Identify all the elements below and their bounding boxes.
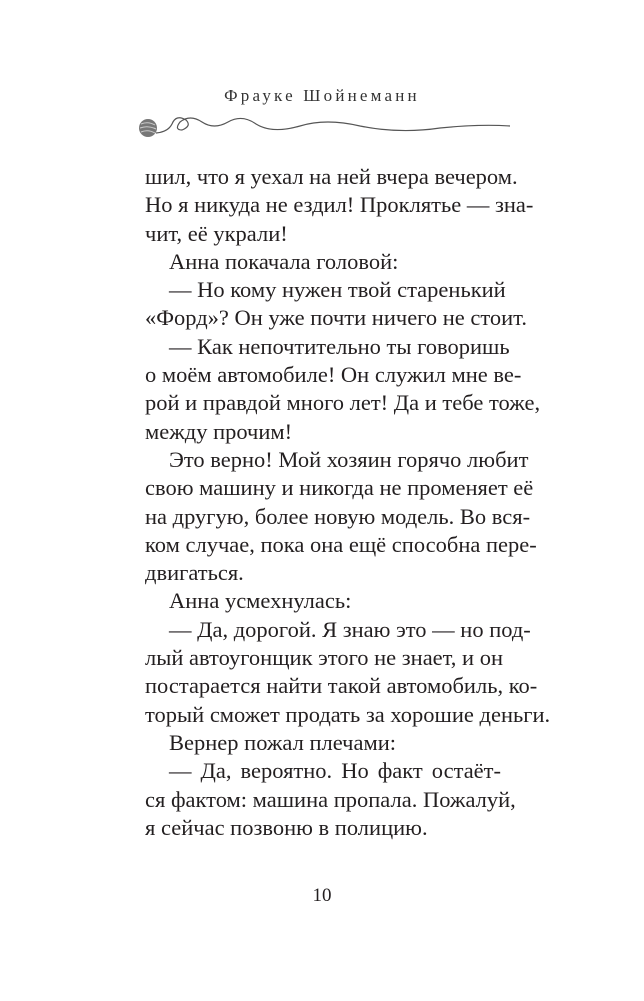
text-line: на другую, более новую модель. Во вся- <box>145 503 531 529</box>
yarn-ball-thread-icon <box>130 108 510 148</box>
text-line: Анна усмехнулась: <box>169 588 352 614</box>
text-line: — Да, дорогой. Я знаю это — но под- <box>169 616 531 642</box>
text-line: свою машину и никогда не променяет её <box>145 475 534 501</box>
text-line: двигаться. <box>145 560 244 586</box>
text-line: между прочим! <box>145 418 293 444</box>
text-line: Это верно! Мой хозяин горячо любит <box>169 446 529 472</box>
text-line: о моём автомобиле! Он служил мне ве- <box>145 362 522 388</box>
text-line: — Но кому нужен твой старенький <box>169 277 506 303</box>
text-line: шил, что я уехал на ней вчера вечером. <box>145 164 518 189</box>
text-line: ся фактом: машина пропала. Пожалуй, <box>145 786 516 812</box>
text-line: я сейчас позвоню в полицию. <box>145 814 428 840</box>
running-header-author: Фрауке Шойнеманн <box>224 86 420 105</box>
text-line: Но я никуда не ездил! Проклятье — зна- <box>145 192 534 218</box>
page-number: 10 <box>312 885 332 906</box>
text-line: — Как непочтительно ты говоришь <box>169 333 510 359</box>
text-line: чит, её украли! <box>145 220 288 246</box>
text-line: постарается найти такой автомобиль, ко- <box>145 673 538 699</box>
text-line: лый автоугонщик этого не знает, и он <box>145 645 504 671</box>
text-line: Анна покачала головой: <box>169 248 399 274</box>
text-line: рой и правдой много лет! Да и тебе тоже, <box>145 390 541 416</box>
body-text <box>145 163 551 842</box>
text-line: торый сможет продать за хорошие деньги. <box>145 701 551 727</box>
text-line: ком случае, пока она ещё способна пере- <box>145 531 537 557</box>
text-line: «Форд»? Он уже почти ничего не стоит. <box>145 305 527 331</box>
text-line: Вернер пожал плечами: <box>169 729 396 755</box>
text-line: — Да, вероятно. Но факт остаёт- <box>169 758 501 784</box>
